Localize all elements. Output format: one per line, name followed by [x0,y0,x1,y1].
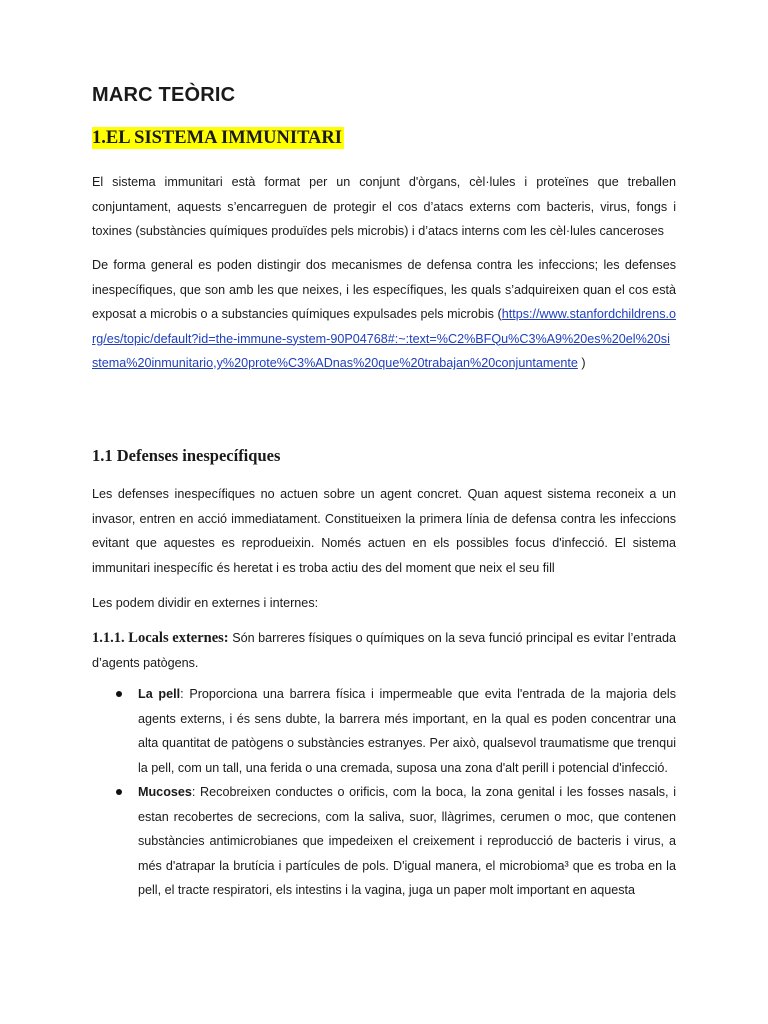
section-heading-immune-system [92,128,344,149]
paragraph-divide: Les podem dividir en externes i internes: [92,596,319,610]
list-item-text: : Recobreixen conductes o orificis, com la boca, la zona genital i les fosses nasals, i estan recobertes de secrecions, com la saliva, suor, llàgrimes, cerumen o moc, que contenen substàncies antimicrobianes que impedeixen el creixement i reproducció de bacteris i virus, a més d'atrapar la brutícia i partícules de pols. D'igual manera, el microbioma³ que es troba en la pell, el tracte respiratori, els intestins i la vagina, juga un paper molt important en aquesta [138,785,676,897]
list-item [92,682,676,780]
subsection-text: Són barreres físiques o químiques on la seva funció principal es evitar l’entrada d’agents patògens. [92,631,677,670]
barrier-list [92,682,676,903]
bullet-icon [116,789,122,795]
bullet-icon [116,691,122,697]
paragraph-mechanisms-text: De forma general es poden distingir dos mecanismes de defensa contra les infeccions; les defenses inespecífiques, que son amb les que neixes, i les específiques, les quals s’adquireixen quan el cos està exposat a microbis o a substancies químiques expulsades pels microbis ( [92,258,676,321]
paragraph-mechanisms [92,253,676,376]
list-item-label: La pell [138,687,181,701]
source-link[interactable]: https://www.stanfordchildrens.org/es/topic/default?id=the-immune-system-90P04768#:~:text=%C2%BFQu%C3%A9%20es%20el%20sistema%20inmunitario,y%20prote%C3%ADnas%20que%20trabajan%20conjuntamente [92,307,676,370]
paragraph-nonspecific: Les defenses inespecífiques no actuen sobre un agent concret. Quan aquest sistema reconeix a un invasor, entren en acció immediatament. Constitueixen la primera línia de defensa contra les infeccions evitant que aquestes es reprodueixin. Només actuen en els possibles focus d'infecció. El sistema immunitari inespecífic és heretat i es troba actiu des del moment que neix el seu fill [92,487,676,575]
list-item-label: Mucoses [138,785,192,799]
subsection-label: 1.1.1. Locals externes: [92,630,229,646]
paragraph-intro: El sistema immunitari està format per un conjunt d'òrgans, cèl·lules i proteïnes que treballen conjuntament, aquests s’encarreguen de protegir el cos d’atacs externs com bacteris, virus, fongs i toxines (substàncies químiques produïdes pels microbis) i d’atacs interns com les cèl·lules canceroses [92,175,676,238]
paragraph-local-external [92,626,676,675]
paragraph-mechanisms-end: ) [577,356,586,370]
section-heading-nonspecific-defenses: 1.1 Defenses inespecífiques [92,446,281,465]
highlighted-heading-text: 1.EL SISTEMA IMMUNITARI [92,128,342,148]
list-item-text: : Proporciona una barrera física i impermeable que evita l'entrada de la majoria dels agents externs, i és sens dubte, la barrera més important, en la qual es poden concentrar una alta quantitat de patògens o substàncies estranyes. Per això, qualsevol traumatisme que trenqui la pell, com un tall, una ferida o una cremada, suposa una zona d'alt perill i potencial d'infecció. [138,687,677,775]
list-item [92,780,676,903]
page-title: MARC TEÒRIC [92,84,236,106]
